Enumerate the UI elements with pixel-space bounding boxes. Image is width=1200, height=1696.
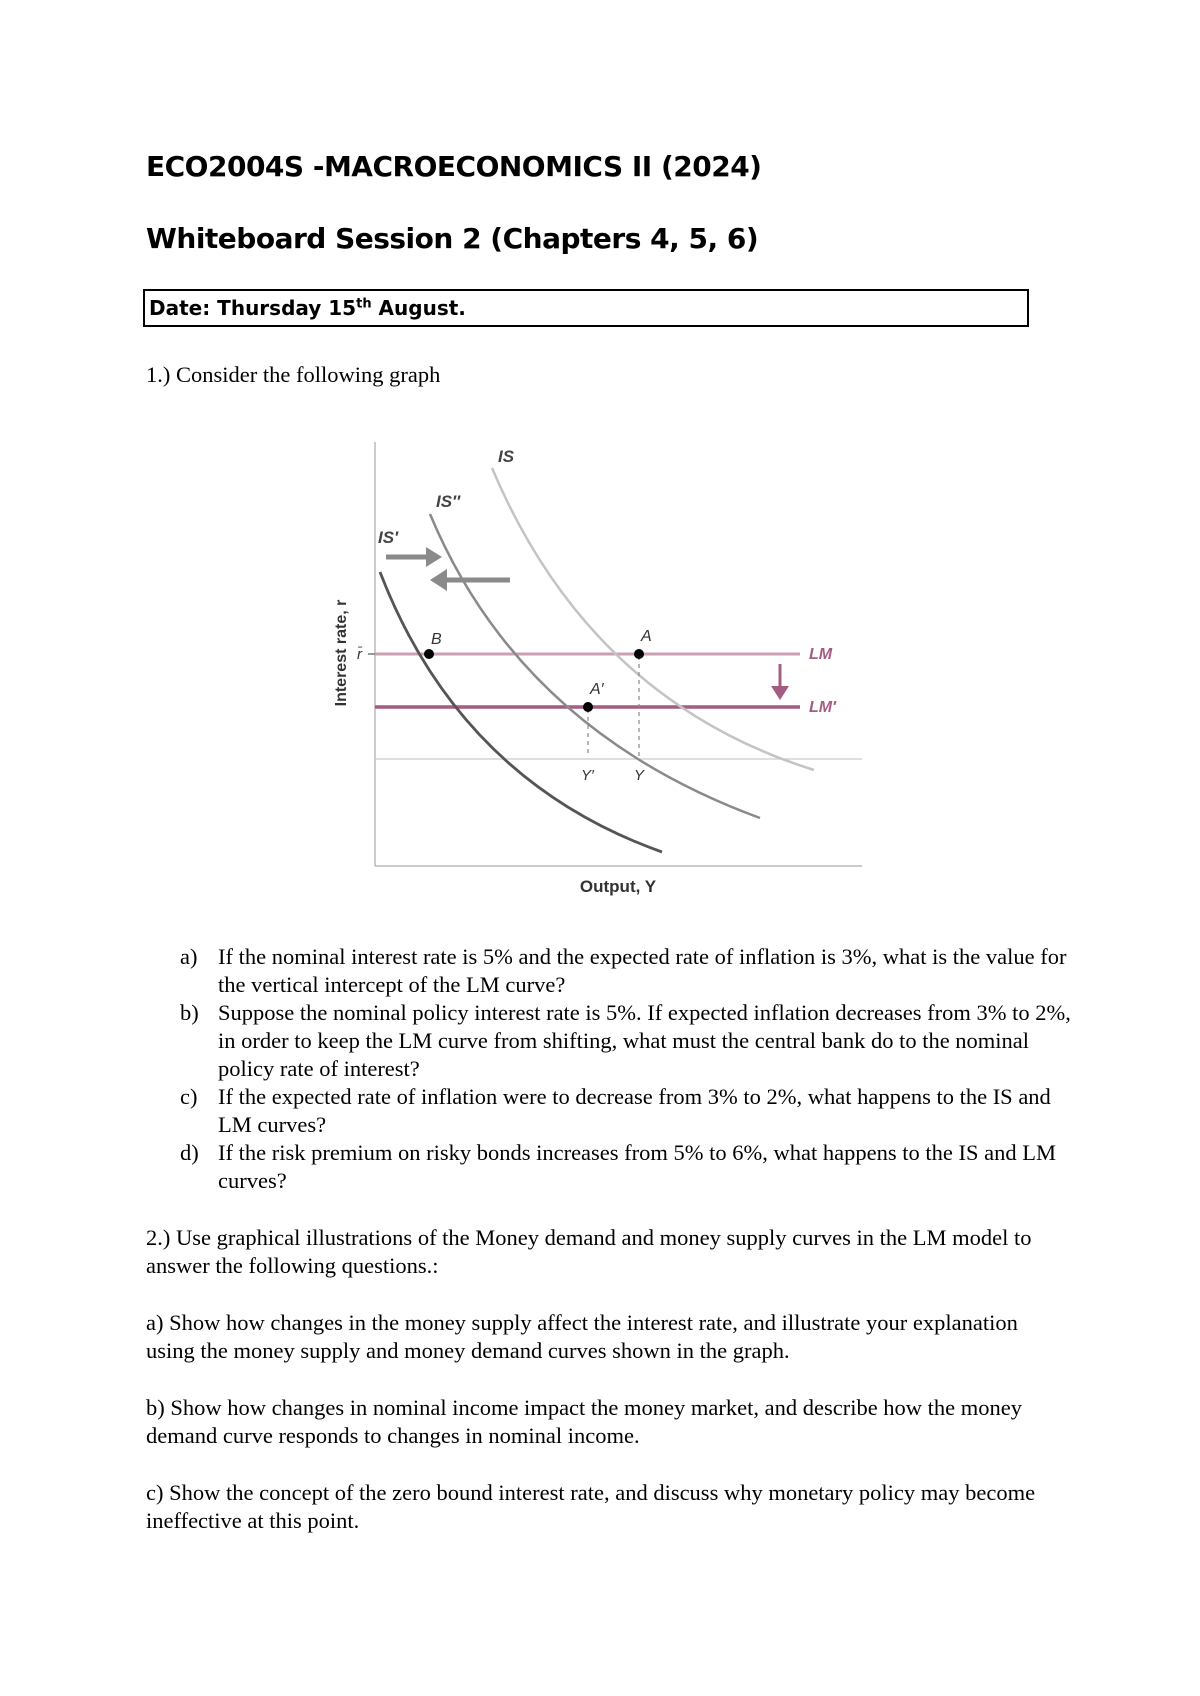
question-1b — [180, 999, 1080, 1083]
is-double-prime-label: IS″ — [436, 492, 461, 511]
point-a-label: A — [641, 628, 652, 645]
point-a — [634, 649, 644, 659]
is-shift-arrow — [430, 569, 510, 591]
is-lm-chart — [320, 430, 880, 910]
session-title: Whiteboard Session 2 (Chapters 4, 5, 6) — [146, 222, 759, 255]
x-axis-label: Output, Y — [579, 877, 657, 896]
x-marker-y-prime: Y′ — [581, 767, 594, 784]
is-label: IS — [498, 447, 515, 466]
question-1d-label: d) — [180, 1140, 199, 1165]
question-1a-label: a) — [180, 944, 198, 969]
y-tick-label: r̄ — [357, 646, 362, 663]
question-1a — [180, 943, 1080, 999]
question-2-intro: 2.) Use graphical illustrations of the Money demand and money supply curves in the LM model to answer the following questions.: — [146, 1225, 1032, 1278]
question-2a: a) Show how changes in the money supply affect the interest rate, and illustrate your explanation using the money supply and money demand curves shown in the graph. — [146, 1310, 1018, 1363]
lm-shift-arrow — [771, 664, 789, 700]
date-superscript: th — [356, 296, 372, 312]
is-curve — [492, 468, 814, 770]
question-1a-text: If the nominal interest rate is 5% and the expected rate of inflation is 3%, what is the value for the vertical intercept of the LM curve? — [218, 944, 1067, 997]
question-1d-text: If the risk premium on risky bonds increases from 5% to 6%, what happens to the IS and LM curves? — [218, 1140, 1056, 1193]
question-2b: b) Show how changes in nominal income impact the money market, and describe how the money demand curve responds to changes in nominal income. — [146, 1395, 1023, 1448]
is-prime-shift-arrow — [386, 547, 442, 567]
course-title: ECO2004S -MACROECONOMICS II (2024) — [146, 150, 762, 183]
date-prefix: Date: Thursday 15 — [149, 296, 357, 320]
is-prime-label: IS′ — [378, 528, 399, 547]
point-a-prime-label: A′ — [590, 681, 604, 698]
point-b — [424, 649, 434, 659]
question-1b-label: b) — [180, 1000, 199, 1025]
is-prime-curve — [380, 572, 662, 852]
question-1-intro: 1.) Consider the following graph — [146, 362, 441, 387]
date-box — [143, 289, 1029, 327]
is-double-prime-curve — [430, 514, 760, 818]
y-axis-label: Interest rate, r — [333, 599, 350, 707]
question-1c — [180, 1083, 1080, 1139]
question-1c-label: c) — [180, 1084, 198, 1109]
x-marker-y: Y — [634, 767, 645, 784]
question-1b-text: Suppose the nominal policy interest rate is 5%. If expected inflation decreases from 3% to 2%, in order to keep the LM curve from shifting, what must the central bank do to the nominal policy rate of interest? — [218, 1000, 1071, 1081]
date-suffix: August. — [371, 296, 466, 320]
question-1d — [180, 1139, 1080, 1195]
lm-prime-label: LM′ — [809, 699, 836, 716]
point-b-label: B — [431, 631, 442, 648]
point-a-prime — [583, 702, 593, 712]
question-1c-text: If the expected rate of inflation were to decrease from 3% to 2%, what happens to the IS and LM curves? — [218, 1084, 1051, 1137]
lm-label: LM — [809, 646, 833, 663]
question-2c: c) Show the concept of the zero bound interest rate, and discuss why monetary policy may become ineffective at this point. — [146, 1480, 1036, 1533]
